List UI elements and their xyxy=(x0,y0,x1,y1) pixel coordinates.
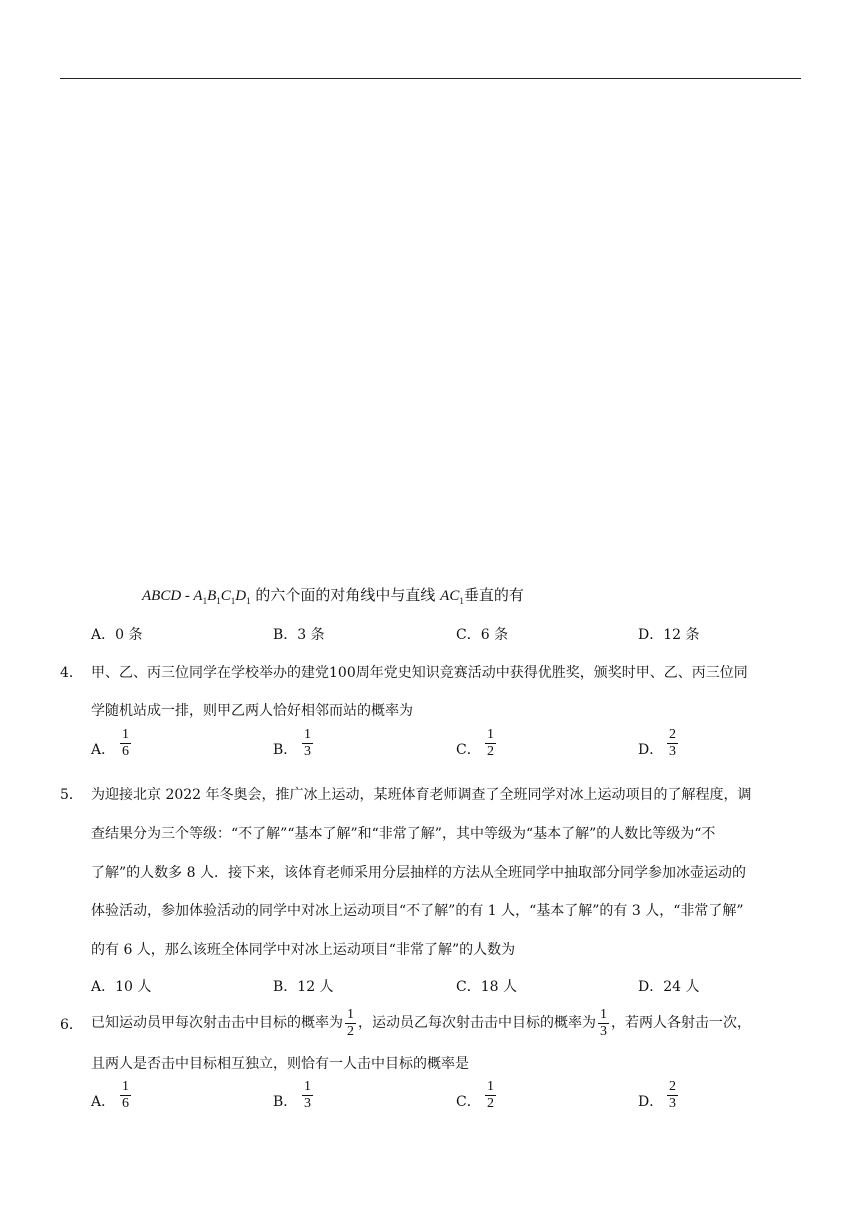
q3-option-a: A．0 条 xyxy=(91,627,143,643)
q4-line1: 甲、乙、丙三位同学在学校举办的建党100周年党史知识竞赛活动中获得优胜奖，颁奖时甲、乙、丙三位同 xyxy=(91,665,748,681)
q5-option-a: A．10 人 xyxy=(91,979,152,995)
q3-option-c: C．6 条 xyxy=(456,627,509,643)
q5-option-b: B．12 人 xyxy=(273,979,334,995)
fraction: $\frac{2}{3}$ xyxy=(669,727,676,759)
q5-line3: 了解”的人数多 8 人．接下来，该体育老师采用分层抽样的方法从全班同学中抽取部分同学参加冰壶运动的 xyxy=(91,865,746,881)
fraction: $\frac{1}{3}$ xyxy=(304,727,311,759)
q3-solid-name: ABCD - $A_1B_1C_1D_1$ xyxy=(142,588,251,606)
q3-line-ac: $AC_1$ xyxy=(440,588,464,606)
q3-option-d: D．12 条 xyxy=(638,627,700,643)
q4-line2: 学随机站成一排，则甲乙两人恰好相邻而站的概率为 xyxy=(91,703,413,719)
q3-option-b: B．3 条 xyxy=(273,627,325,643)
q5-number: 5． xyxy=(60,787,83,803)
header-rule xyxy=(60,78,801,79)
q4-number: 4． xyxy=(60,665,83,681)
fraction: $\frac{1}{2}$ xyxy=(347,1006,354,1039)
q5-line4: 体验活动，参加体验活动的同学中对冰上运动项目“不了解”的有 1 人，“基本了解”的有 3 人，“非常了解” xyxy=(91,903,744,919)
fraction: $\frac{1}{6}$ xyxy=(122,1079,129,1111)
q3-stem: ABCD - $A_1B_1C_1D_1$ 的六个面的对角线中与直线 $AC_1$垂直的有 xyxy=(142,586,524,606)
q5-option-d: D．24 人 xyxy=(638,979,700,995)
q5-line1: 为迎接北京 2022 年冬奥会，推广冰上运动，某班体育老师调查了全班同学对冰上运动项目的了解程度，调 xyxy=(91,787,752,803)
fraction: $\frac{2}{3}$ xyxy=(669,1079,676,1111)
q5-line2: 查结果分为三个等级：“不了解”“基本了解”和“非常了解”，其中等级为“基本了解”的人数比等级为“不 xyxy=(91,826,716,842)
q6-line1: 已知运动员甲每次射击击中目标的概率为 $\frac{1}{2}$ ，运动员乙每次射击击中目标的概率为 $\frac{1}{3}$ ，若两人各射击一次， xyxy=(91,1006,751,1039)
q5-line5: 的有 6 人，那么该班全体同学中对冰上运动项目“非常了解”的人数为 xyxy=(91,942,516,958)
fraction: $\frac{1}{2}$ xyxy=(487,727,494,759)
fraction: $\frac{1}{3}$ xyxy=(600,1006,607,1039)
q6-number: 6． xyxy=(60,1017,83,1033)
fraction: $\frac{1}{3}$ xyxy=(304,1079,311,1111)
q5-option-c: C．18 人 xyxy=(456,979,517,995)
q6-line2: 且两人是否击中目标相互独立，则恰有一人击中目标的概率是 xyxy=(91,1056,469,1072)
fraction: $\frac{1}{2}$ xyxy=(487,1079,494,1111)
fraction: $\frac{1}{6}$ xyxy=(122,727,129,759)
